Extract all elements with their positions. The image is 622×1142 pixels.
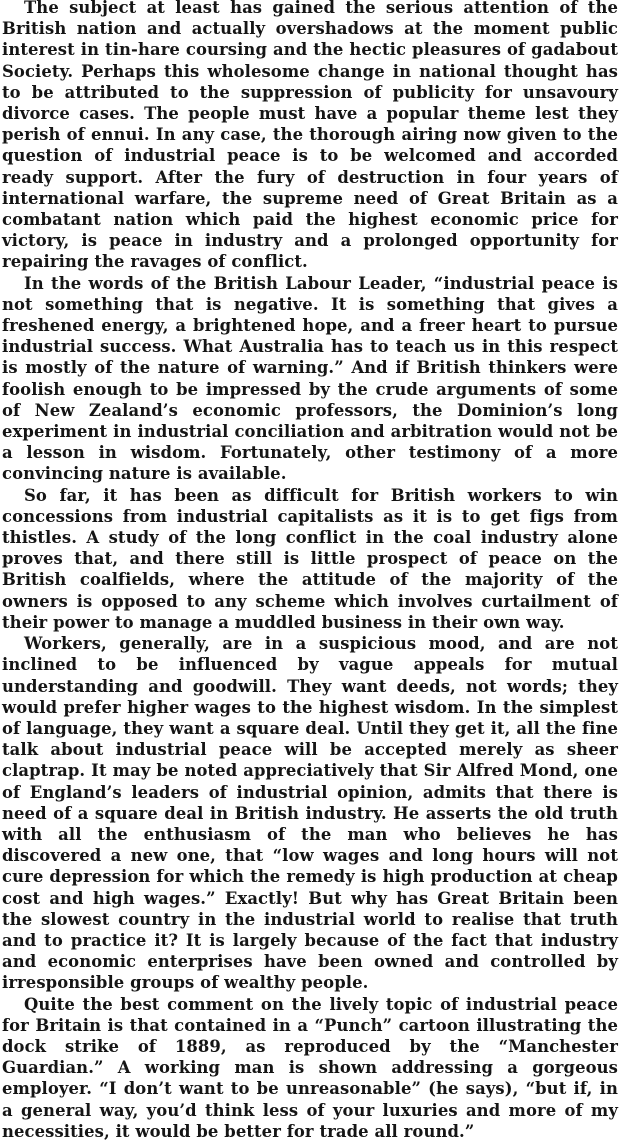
paragraph-industrial-peace-intro: The subject at least has gained the serious attention of the British nation and actually overshadows at the moment public interest in tin-hare coursing and the hectic pleasures of gadabout Society. Perhaps this wholesome change in national thought has to be attributed to the suppression of publicity for unsavoury divorce cases. The people must have a popular theme lest they perish of ennui. In any case, the thorough airing now given to the question of industrial peace is to be welcomed and accorded ready support. After the fury of destruction in four years of international warfare, the supreme need of Great Britain as a combatant nation which paid the highest economic price for victory, is peace in industry and a prolonged opportunity for repairing the ravages of conflict. (2, 0, 618, 272)
paragraph-labour-leader-quote: In the words of the British Labour Leader, “industrial peace is not something that is negative. It is something that gives a freshened energy, a brightened hope, and a freer heart to pursue industrial success. What Australia has to teach us in this respect is mostly of the nature of warning.” And if British thinkers were foolish enough to be impressed by the crude arguments of some of New Zealand’s economic professors, the Dominion’s long experiment in industrial conciliation and arbitration would not be a lesson in wisdom. Fortunately, other testimony of a more convincing nature is available. (2, 273, 618, 484)
paragraph-punch-cartoon: Quite the best comment on the lively topic of industrial peace for Britain is that contained in a “Punch” cartoon illustrating the dock strike of 1889, as reproduced by the “Manchester Guardian.” A working man is shown addressing a gorgeous employer. “I don’t want to be unreasonable” (he says), “but if, in a general way, you’d think less of your luxuries and more of my necessities, it would be better for trade all round.” (2, 994, 618, 1141)
paragraph-workers-mood: Workers, generally, are in a suspicious mood, and are not inclined to be influenced by vague appeals for mutual understanding and goodwill. They want deeds, not words; they would prefer higher wages to the highest wisdom. In the simplest of language, they want a square deal. Until they get it, all the fine talk about industrial peace will be accepted merely as sheer claptrap. It may be noted appreciatively that Sir Alfred Mond, one of England’s leaders of industrial opinion, admits that there is need of a square deal in British industry. He asserts the old truth with all the enthusiasm of the man who believes he has discovered a new one, that “low wages and long hours will not cure depression for which the remedy is high production at cheap cost and high wages.” Exactly! But why has Great Britain been the slowest country in the industrial world to realise that truth and to practice it? It is largely because of the fact that industry and economic enterprises have been owned and controlled by irresponsible groups of wealthy people. (2, 634, 618, 993)
paragraph-coal-industry: So far, it has been as difficult for British workers to win concessions from industrial capitalists as it is to get figs from thistles. A study of the long conflict in the coal industry alone proves that, and there still is little prospect of peace on the British coalfields, where the attitude of the majority of the owners is opposed to any scheme which involves curtailment of their power to manage a muddled business in their own way. (2, 485, 618, 632)
